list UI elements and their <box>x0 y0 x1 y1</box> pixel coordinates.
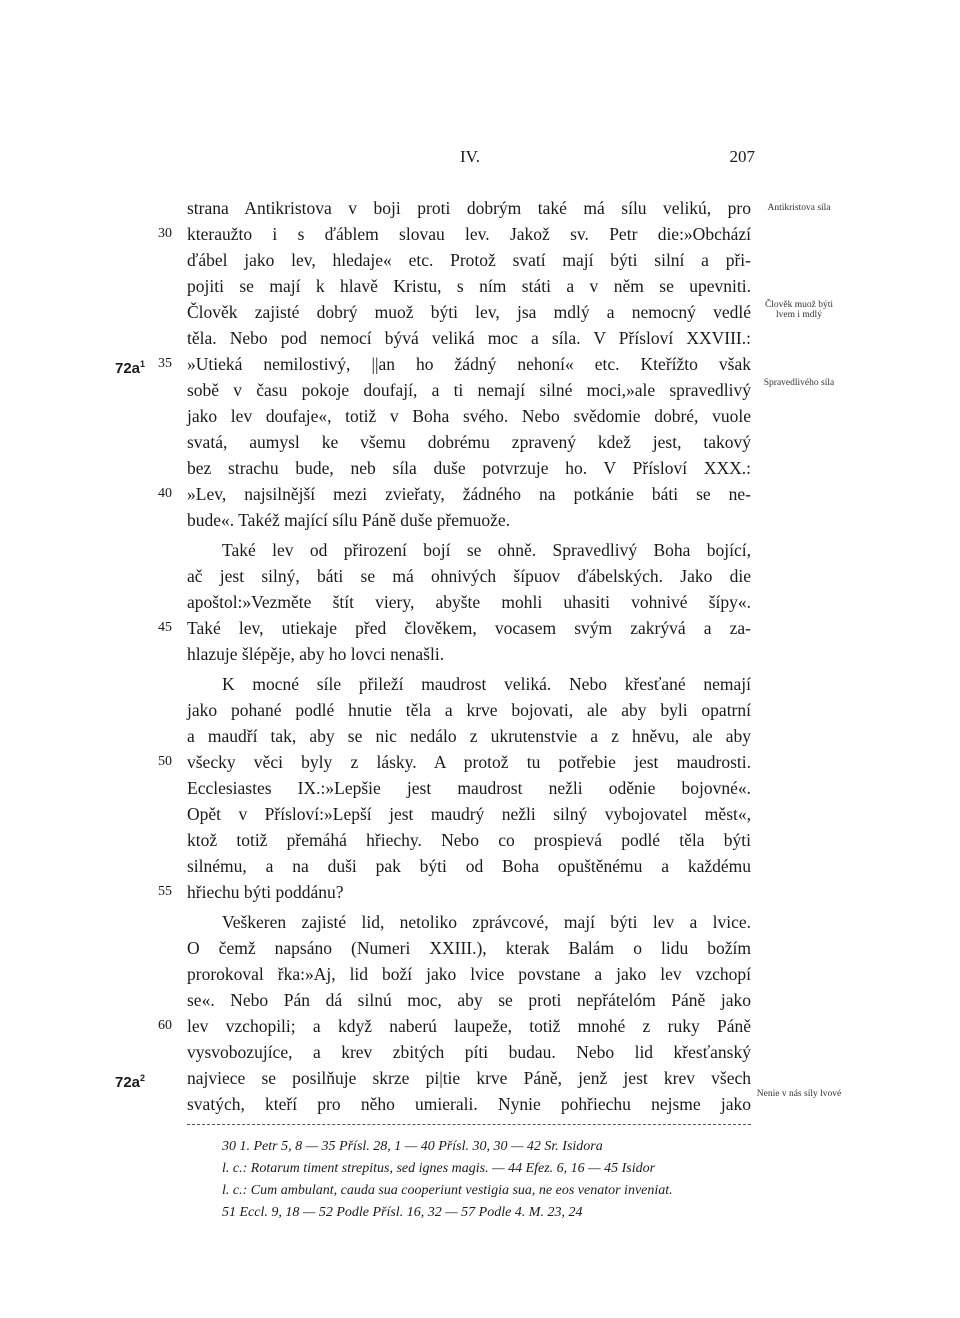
text-line: kteraužto i s ďáblem slovau lev. Jakož sv. Petr die:»Obchází <box>187 224 751 244</box>
text-line: silnému, a na duši pak býti od Boha opuštěnému a každému <box>187 856 751 876</box>
text-line: jako lev doufaje«, totiž v Boha svého. Nebo svědomie dobré, vuole <box>187 406 751 426</box>
footnote-line: l. c.: Rotarum timent strepitus, sed ignes magis. — 44 Efez. 6, 16 — 45 Isidor <box>222 1161 656 1176</box>
folio-main: 72a <box>115 1074 141 1091</box>
text-line: svatá, aumysl ke všemu dobrému zpravený kdež jest, takový <box>187 432 751 452</box>
text-line: ač jest silný, báti se má ohnivých šípuov ďábelských. Jako die <box>187 566 751 586</box>
text-line: Také lev od přirození bojí se ohně. Spravedlivý Boha bojící, <box>222 540 751 560</box>
text-line: pojiti se mají k hlavě Kristu, s ním státi a v něm se upevniti. <box>187 276 751 296</box>
line-number: 60 <box>158 1018 172 1033</box>
margin-note: Nenie v nás síly lvové <box>756 1089 842 1099</box>
text-line: sobě v času pokoje doufají, a ti nemají silné moci,»ale spravedlivý <box>187 380 751 400</box>
footnote-line: 30 1. Petr 5, 8 — 35 Přísl. 28, 1 — 40 Přísl. 30, 30 — 42 Sr. Isidora <box>222 1139 603 1154</box>
text-line: jako pohané podlé hnutie těla a krve bojovati, ale aby byli opatrní <box>187 700 751 720</box>
margin-note: Spravedlivého síla <box>763 378 835 388</box>
line-number: 35 <box>158 356 172 371</box>
folio-marker <box>115 351 145 382</box>
folio-main: 72a <box>115 360 141 377</box>
text-line: se«. Nebo Pán dá silnú moc, aby se proti nepřátelóm Páně jako <box>187 990 751 1010</box>
line-number: 50 <box>158 754 172 769</box>
page-number: 207 <box>729 147 755 166</box>
line-number: 40 <box>158 486 172 501</box>
text-line: apoštol:»Vezměte štít viery, abyšte mohli uhasiti vohnivé šípy«. <box>187 592 751 612</box>
text-line: ktož totiž přemáhá hřiechy. Nebo co prospievá podlé těla býti <box>187 830 751 850</box>
text-line: O čemž napsáno (Numeri XXIII.), kterak Balám o lidu božím <box>187 938 751 958</box>
footnote-rule <box>187 1124 751 1125</box>
folio-marker <box>115 1065 145 1096</box>
text-line: Opět v Přísloví:»Lepší jest maudrý nežli silný vybojovatel měst«, <box>187 804 751 824</box>
text-line: »Utieká nemilostivý, ||an ho žádný nehoní« etc. Kteřížto však <box>187 354 751 374</box>
text-line: Také lev, utiekaje před člověkem, vocasem svým zakrývá a za- <box>187 618 751 638</box>
text-line: vysvobozujíce, a krev zbitých píti budau. Nebo lid křesťanský <box>187 1042 751 1062</box>
text-line: najviece se posilňuje skrze pi|tie krve Páně, jenž jest krev všech <box>187 1068 751 1088</box>
footnote-line: 51 Eccl. 9, 18 — 52 Podle Přísl. 16, 32 — 57 Podle 4. M. 23, 24 <box>222 1205 583 1220</box>
text-line: prorokoval řka:»Aj, lid boží jako lvice povstane a jako lev vzchopí <box>187 964 751 984</box>
text-line: strana Antikristova v boji proti dobrým také má sílu velikú, pro <box>187 198 751 218</box>
text-line: těla. Nebo pod nemocí bývá veliká moc a síla. V Přísloví XXVIII.: <box>187 328 751 348</box>
text-line: Veškeren zajisté lid, netoliko zprávcové, mají býti lev a lvice. <box>222 912 751 932</box>
folio-sup: 2 <box>140 1073 146 1083</box>
text-line: všecky věci byly z lásky. A protož tu potřebie jest maudrosti. <box>187 752 751 772</box>
text-line: hlazuje šlépěje, aby ho lovci nenašli. <box>187 644 445 664</box>
text-line: hřiechu býti poddánu? <box>187 882 344 902</box>
text-line: bude«. Takéž mající sílu Páně duše přemuože. <box>187 510 511 530</box>
line-number: 55 <box>158 884 172 899</box>
text-line: a maudří tak, aby se nic nedálo z ukrutenstvie a z hněvu, ale aby <box>187 726 751 746</box>
text-line: svatých, kteří pro něho umierali. Nynie pohřiechu nejsme jako <box>187 1094 751 1114</box>
text-line: ďábel jako lev, hledaje« etc. Protož svatí mají býti silní a při- <box>187 250 751 270</box>
line-number: 30 <box>158 226 172 241</box>
text-line: bez strachu bude, neb síla duše potvrzuje ho. V Přísloví XXX.: <box>187 458 751 478</box>
text-line: »Lev, najsilnější mezi zvieřaty, žádného na potkánie báti se ne- <box>187 484 751 504</box>
text-line: K mocné síle přileží maudrost veliká. Nebo křesťané nemají <box>222 674 751 694</box>
text-line: Člověk zajisté dobrý muož býti lev, jsa mdlý a nemocný vedlé <box>187 302 751 322</box>
folio-sup: 1 <box>140 359 146 369</box>
margin-note: Člověk muož býti lvem i mdlý <box>764 300 834 320</box>
footnote-line: l. c.: Cum ambulant, cauda sua cooperiunt vestigia sua, ne eos venator inveniat. <box>222 1183 673 1198</box>
line-number: 45 <box>158 620 172 635</box>
margin-note: Antikristova síla <box>767 203 831 213</box>
text-line: lev vzchopili; a když naberú laupeže, totiž mnohé z ruky Páně <box>187 1016 751 1036</box>
page-header-chapter: IV. <box>460 147 480 166</box>
text-line: Ecclesiastes IX.:»Lepšie jest maudrost nežli oděnie bojovné«. <box>187 778 751 798</box>
